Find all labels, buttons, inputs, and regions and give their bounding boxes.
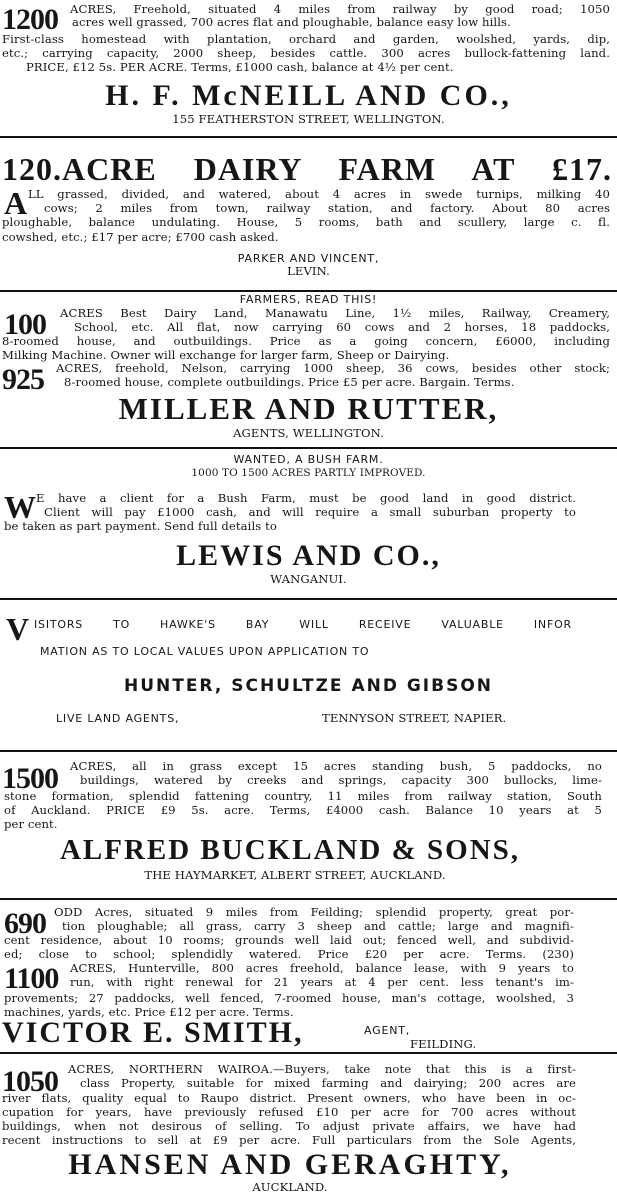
ad-hansen-geraghty bbox=[0, 1055, 617, 1195]
firm-name: ALFRED BUCKLAND & SONS, bbox=[59, 834, 521, 866]
ad-text-line: acres well grassed, 700 acres flat and ploughable, balance easy low hills. bbox=[72, 15, 511, 29]
ad-text-line: ACRES, freehold, Nelson, carrying 1000 sheep, 36 cows, besides other stock; bbox=[56, 361, 610, 375]
ad-text-line: ACRES, all in grass except 15 acres standing bush, 5 paddocks, no bbox=[70, 759, 602, 773]
firm-address: AGENTS, WELLINGTON. bbox=[233, 426, 384, 440]
ad-text-line: Client will pay £1000 cash, and will require a small suburban property to bbox=[44, 505, 576, 519]
firm-town: LEVIN. bbox=[287, 264, 330, 278]
ad-text-line: stone formation, splendid fattening country, 11 miles from railway station, South bbox=[4, 789, 602, 803]
firm-description: LIVE LAND AGENTS, bbox=[56, 712, 180, 725]
firm-name: HUNTER, SCHULTZE AND GIBSON bbox=[123, 676, 494, 696]
ad-text-line: School, etc. All flat, now carrying 60 cows and 2 horses, 18 paddocks, bbox=[74, 320, 610, 334]
column-rule bbox=[0, 1052, 617, 1054]
ad-text-line: First-class homestead with plantation, orchard and garden, woolshed, yards, dip, bbox=[2, 32, 610, 46]
firm-address: 155 FEATHERSTON STREET, WELLINGTON. bbox=[172, 112, 445, 126]
firm-name: HANSEN AND GERAGHTY, bbox=[68, 1148, 512, 1181]
ad-miller-rutter bbox=[0, 290, 617, 446]
ad-text-line: ACRES, NORTHERN WAIROA.—Buyers, take note that this is a first- bbox=[68, 1062, 576, 1076]
ad-text-line: cupation for years, have previously refused £10 per acre for 700 acres without bbox=[2, 1105, 576, 1119]
firm-name: MILLER AND RUTTER, bbox=[118, 391, 499, 426]
acreage-number: 1200 bbox=[2, 3, 58, 36]
acreage-number: 690 bbox=[4, 907, 46, 940]
ad-text-line: ACRES Best Dairy Land, Manawatu Line, 1½ miles, Railway, Creamery, bbox=[60, 306, 610, 320]
ad-text-line: buildings, when not desirous of selling. To adjust private affairs, we have had bbox=[2, 1119, 576, 1133]
ad-text-line: buildings, watered by creeks and springs, capacity 300 bullocks, lime- bbox=[80, 773, 602, 787]
ad-text-line: ACRES, Freehold, situated 4 miles from railway by good road; 1050 bbox=[70, 2, 610, 16]
ad-hunter-schultze-gibson bbox=[0, 600, 617, 748]
firm-town: WANGANUI. bbox=[270, 572, 347, 586]
ad-text-line: LL grassed, divided, and watered, about 4 acres in swede turnips, milking 40 bbox=[28, 187, 610, 201]
ad-victor-smith bbox=[0, 900, 617, 1050]
ad-heading: FARMERS, READ THIS! bbox=[239, 293, 378, 306]
firm-name: PARKER AND VINCENT, bbox=[237, 252, 380, 265]
ad-text-line: provements; 27 paddocks, well fenced, 7-roomed house, man's cottage, woolshed, 3 bbox=[4, 991, 574, 1005]
ad-text-line: cowshed, etc.; £17 per acre; £700 cash asked. bbox=[2, 230, 279, 244]
ad-text-line: cent residence, about 10 rooms; grounds well laid out; fenced well, and subdivid- bbox=[4, 933, 574, 947]
ad-text-line: run, with right renewal for 21 years at 4 per cent. less tenant's im- bbox=[70, 975, 574, 989]
ad-text-line: MATION AS TO LOCAL VALUES UPON APPLICATION TO bbox=[40, 645, 370, 658]
ad-text-line: ed; close to school; splendidly watered. Price £20 per acre. Terms. (230) bbox=[4, 947, 574, 961]
ad-buckland bbox=[0, 752, 617, 898]
ad-parker-vincent bbox=[0, 140, 617, 290]
firm-name: H. F. McNEILL AND CO., bbox=[105, 79, 512, 112]
drop-cap: V bbox=[6, 611, 30, 647]
acreage-number: 1050 bbox=[2, 1065, 58, 1098]
firm-name: LEWIS AND CO., bbox=[176, 539, 441, 572]
drop-cap: W bbox=[4, 489, 36, 525]
firm-agent-label: AGENT, bbox=[364, 1024, 411, 1037]
firm-town: AUCKLAND. bbox=[252, 1180, 328, 1194]
ad-text-line: ACRES, Hunterville, 800 acres freehold, balance lease, with 9 years to bbox=[70, 961, 574, 975]
acreage-number: 1500 bbox=[2, 762, 58, 795]
ad-mcneill bbox=[0, 0, 617, 136]
ad-headline: 120.ACRE DAIRY FARM AT £17. bbox=[2, 151, 612, 187]
ad-text-line: etc.; carrying capacity, 2000 sheep, besides cattle. 300 acres bullock-fattening land. bbox=[2, 46, 610, 60]
column-rule bbox=[0, 136, 617, 138]
ad-text-line: per cent. bbox=[4, 817, 58, 831]
ad-text-line: class Property, suitable for mixed farming and dairying; 200 acres are bbox=[80, 1076, 576, 1090]
ad-text-line: ploughable, balance undulating. House, 5 rooms, bath and scullery, large c. fl. bbox=[2, 215, 610, 229]
firm-address: THE HAYMARKET, ALBERT STREET, AUCKLAND. bbox=[144, 868, 446, 882]
acreage-number: 1100 bbox=[4, 962, 59, 995]
ad-subheading: 1000 TO 1500 ACRES PARTLY IMPROVED. bbox=[191, 467, 426, 479]
ad-text-line: tion ploughable; all grass, carry 3 sheep and cattle; large and magnifi- bbox=[62, 919, 574, 933]
ad-text-line: ODD Acres, situated 9 miles from Feilding; splendid property, great por- bbox=[54, 905, 574, 919]
ad-text-line: machines, yards, etc. Price £12 per acre. Terms. bbox=[4, 1005, 294, 1019]
ad-text-line: Milking Machine. Owner will exchange for larger farm, Sheep or Dairying. bbox=[2, 348, 450, 362]
ad-price-line: PRICE, £12 5s. PER ACRE. Terms, £1000 cash, balance at 4½ per cent. bbox=[26, 60, 454, 74]
ad-text-line: river flats, quality equal to Raupo district. Present owners, who have been in oc- bbox=[2, 1091, 576, 1105]
ad-lewis bbox=[0, 448, 617, 596]
drop-cap: A bbox=[4, 185, 28, 221]
firm-address: TENNYSON STREET, NAPIER. bbox=[322, 711, 507, 725]
ad-text-line: cows; 2 miles from town, railway station, and factory. About 80 acres bbox=[44, 201, 610, 215]
ad-text-line: recent instructions to sell at £9 per acre. Full particulars from the Sole Agents, bbox=[2, 1133, 576, 1147]
ad-text-line: 8-roomed house, and outbuildings. Price as a going concern, £6000, including bbox=[2, 334, 610, 348]
ad-heading: WANTED, A BUSH FARM. bbox=[233, 453, 384, 466]
acreage-number: 100 bbox=[4, 308, 46, 341]
ad-text-line: of Auckland. PRICE £9 5s. acre. Terms, £4000 cash. Balance 10 years at 5 bbox=[4, 803, 602, 817]
ad-text-line: E have a client for a Bush Farm, must be good land in good district. bbox=[36, 491, 576, 505]
firm-town: FEILDING. bbox=[410, 1037, 477, 1051]
acreage-number: 925 bbox=[2, 363, 44, 396]
ad-text-line: 8-roomed house, complete outbuildings. Price £5 per acre. Bargain. Terms. bbox=[64, 375, 515, 389]
firm-name: VICTOR E. SMITH, bbox=[2, 1016, 304, 1049]
ad-text-line: ISITORS TO HAWKE'S BAY WILL RECEIVE VALUABLE INFOR bbox=[34, 618, 572, 631]
ad-text-line: be taken as part payment. Send full details to bbox=[4, 519, 277, 533]
